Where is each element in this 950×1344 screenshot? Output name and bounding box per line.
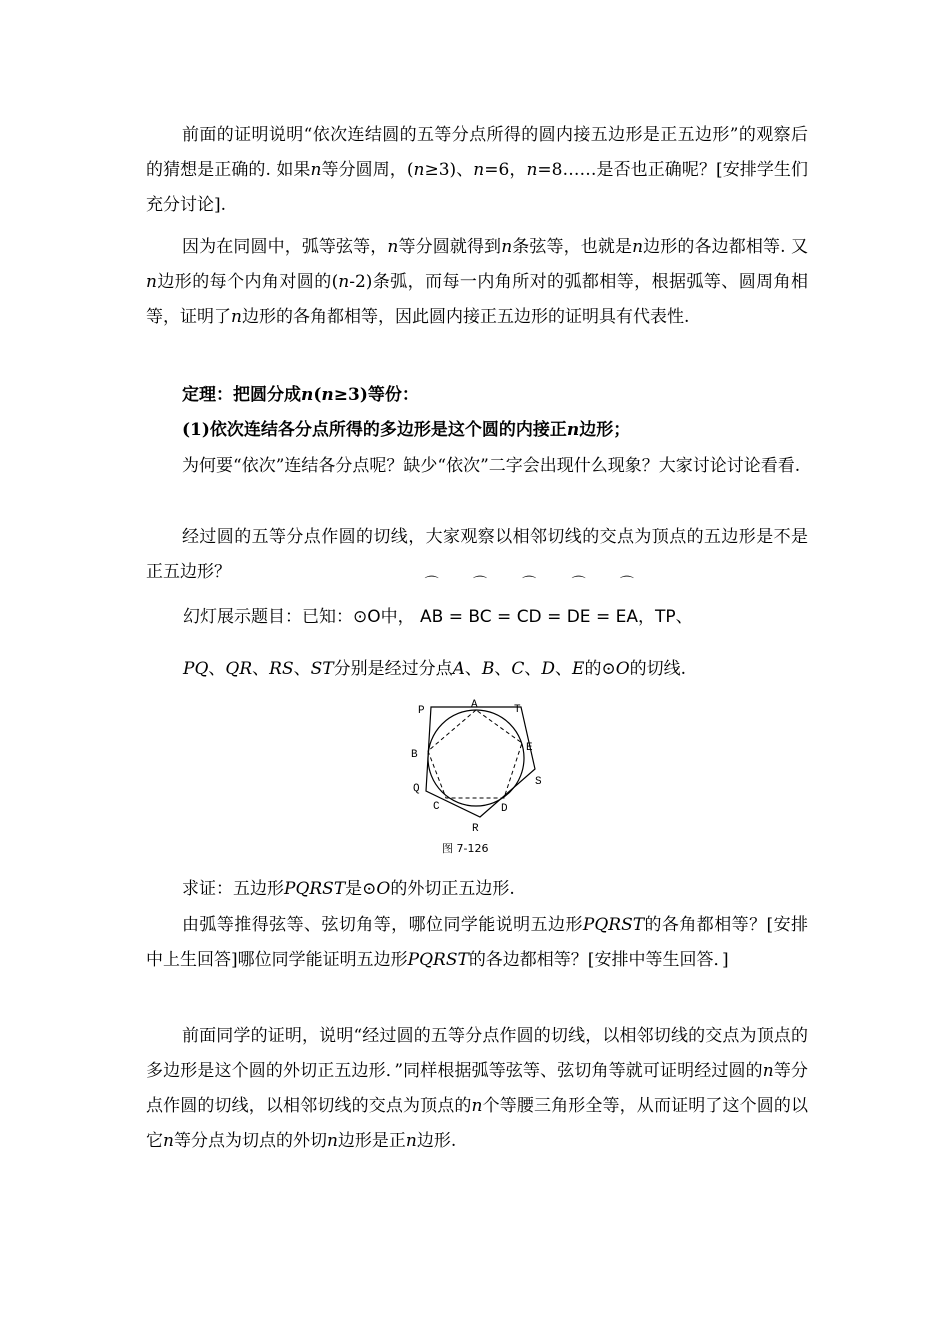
var-n: n [338,272,350,292]
label-a: A [471,699,478,711]
text: 边形的各角都相等，因此圆内接正五边形的证明具有代表性. [241,307,690,327]
var-n: n [526,160,538,180]
text: 前面同学的证明，说明“经过圆的五等分点作圆的切线，以相邻切线的交点为顶点的多边形是这个圆的外切正五边形．”同样根据弧等弦等、弦切角等就可证明经过圆的 [146,1026,808,1081]
label-b: B [411,749,418,761]
var-n: n [321,385,334,405]
var-n: n [762,1061,774,1081]
var-o: O [376,879,391,899]
var: E [572,659,585,679]
var: RS [269,659,294,679]
text: 等分点作圆的切线，以相邻切线的交点为顶点的 [146,1061,808,1116]
arc-bc: ⌒ BC [468,597,491,637]
var-n: n [473,160,485,180]
figure-caption: 图 7-126 [442,842,489,855]
text: 、 [524,659,542,679]
label-r: R [472,823,479,835]
paragraph-1 [146,118,808,223]
equals-sign: = [547,607,562,627]
text: ≥3)、 [424,160,474,180]
theorem-part-1 [146,413,808,448]
text: 因为在同圆中，弧等弦等， [182,237,388,257]
var-n: n [326,1131,338,1151]
text: 等分圆周，( [321,160,414,180]
figure-tangent-pentagon [400,695,560,865]
text: 的外切正五边形. [390,879,515,899]
slide-problem-line [183,597,693,637]
var-pqrst: PQRST [284,879,346,899]
text: ( [313,385,322,405]
var: B [481,659,495,679]
text: 等分点为切点的外切 [173,1131,327,1151]
text: -2)条弧，而每一内角所对的弧都相等，根据弧等、圆周角相等，证明了 [146,272,808,327]
text: 、 [464,659,482,679]
text: =8……是否也正确呢？[安排学生们充分讨论]. [146,160,808,215]
text: 边形的每个内角对圆的( [156,272,339,292]
label-p: P [418,705,425,717]
label-d: D [501,803,508,815]
text: 等分圆就得到 [398,237,502,257]
text: 边形. [416,1131,457,1151]
var-pqrst: PQRST [407,950,469,970]
var-n: n [566,420,580,440]
text: 前面的证明说明“依次连结圆的五等分点所得的圆内接五边形是正五边形”的观察后的猜想是正确的. 如果 [146,125,808,180]
text: 求证：五边形 [182,879,284,899]
paragraph-6 [146,908,808,978]
var-n: n [146,272,157,292]
text: 、 [252,659,270,679]
var-pqrst: PQRST [582,915,645,935]
equals-sign: = [497,607,512,627]
text: 由弧等推得弦等、弦切角等，哪位同学能说明五边形 [182,915,583,935]
label-q: Q [413,783,420,795]
text: 边形是正 [337,1131,406,1151]
label-t: T [514,704,521,716]
arc-cd: ⌒ CD [517,597,542,637]
text: ，TP、 [638,607,693,627]
var-n: n [413,160,425,180]
text: 的各角都相等？[安排中上生回答]哪位同学能证明五边形 [146,915,808,970]
text: 的⊙ [584,659,616,679]
text: 条弦等，也就是 [512,237,633,257]
text: 分别是经过分点 [333,659,453,679]
var-n: n [471,1096,483,1116]
var: PQ [183,659,209,679]
paragraph-4: 经过圆的五等分点作圆的切线，大家观察以相邻切线的交点为顶点的五边形是不是正五边形？ [146,527,808,582]
arc-ea: ⌒ EA [616,597,638,637]
var: QR [225,659,253,679]
text: 、 [293,659,311,679]
text: =6， [484,160,527,180]
label-e: E [526,742,533,754]
text: 、 [208,659,226,679]
paragraph-5 [146,872,808,907]
var-n: n [310,160,322,180]
equals-sign: = [448,607,463,627]
var-n: n [231,307,242,327]
var-n: n [301,385,314,405]
var-n: n [501,237,513,257]
paragraph-2 [146,230,808,335]
text: 、 [555,659,573,679]
text: 边形； [579,420,631,440]
var-n: n [163,1131,174,1151]
var: O [615,659,630,679]
label-s: S [535,776,542,788]
text: 的切线. [629,659,687,679]
paragraph-7 [146,1019,808,1159]
text: 是⊙ [345,879,377,899]
label-c: C [433,801,440,813]
slide-problem-line-2 [183,654,686,684]
equals-sign: = [595,607,611,627]
var-n: n [632,237,644,257]
text: 个等腰三角形全等，从而证明了这个圆的以它 [146,1096,809,1151]
text: 、 [494,659,512,679]
var: ST [310,659,334,679]
paragraph-3: 为何要“依次”连结各分点呢？缺少“依次”二字会出现什么现象？大家讨论讨论看看. [182,456,801,476]
text: (1)依次连结各分点所得的多边形是这个圆的内接正 [182,420,567,440]
text: 定理：把圆分成 [182,385,301,405]
var: A [452,659,465,679]
arc-de: ⌒ DE [567,597,591,637]
var: D [541,659,556,679]
var-n: n [387,237,399,257]
text: 幻灯展示题目：已知：⊙O中， [183,607,415,627]
arc-ab: ⌒ AB [420,597,443,637]
text: ≥3)等份： [333,385,419,405]
var-n: n [405,1131,417,1151]
text: 边形的各边都相等. 又 [643,237,809,257]
var: C [511,659,525,679]
text: 的各边都相等？[安排中等生回答．] [468,950,729,970]
theorem-heading [146,378,808,413]
